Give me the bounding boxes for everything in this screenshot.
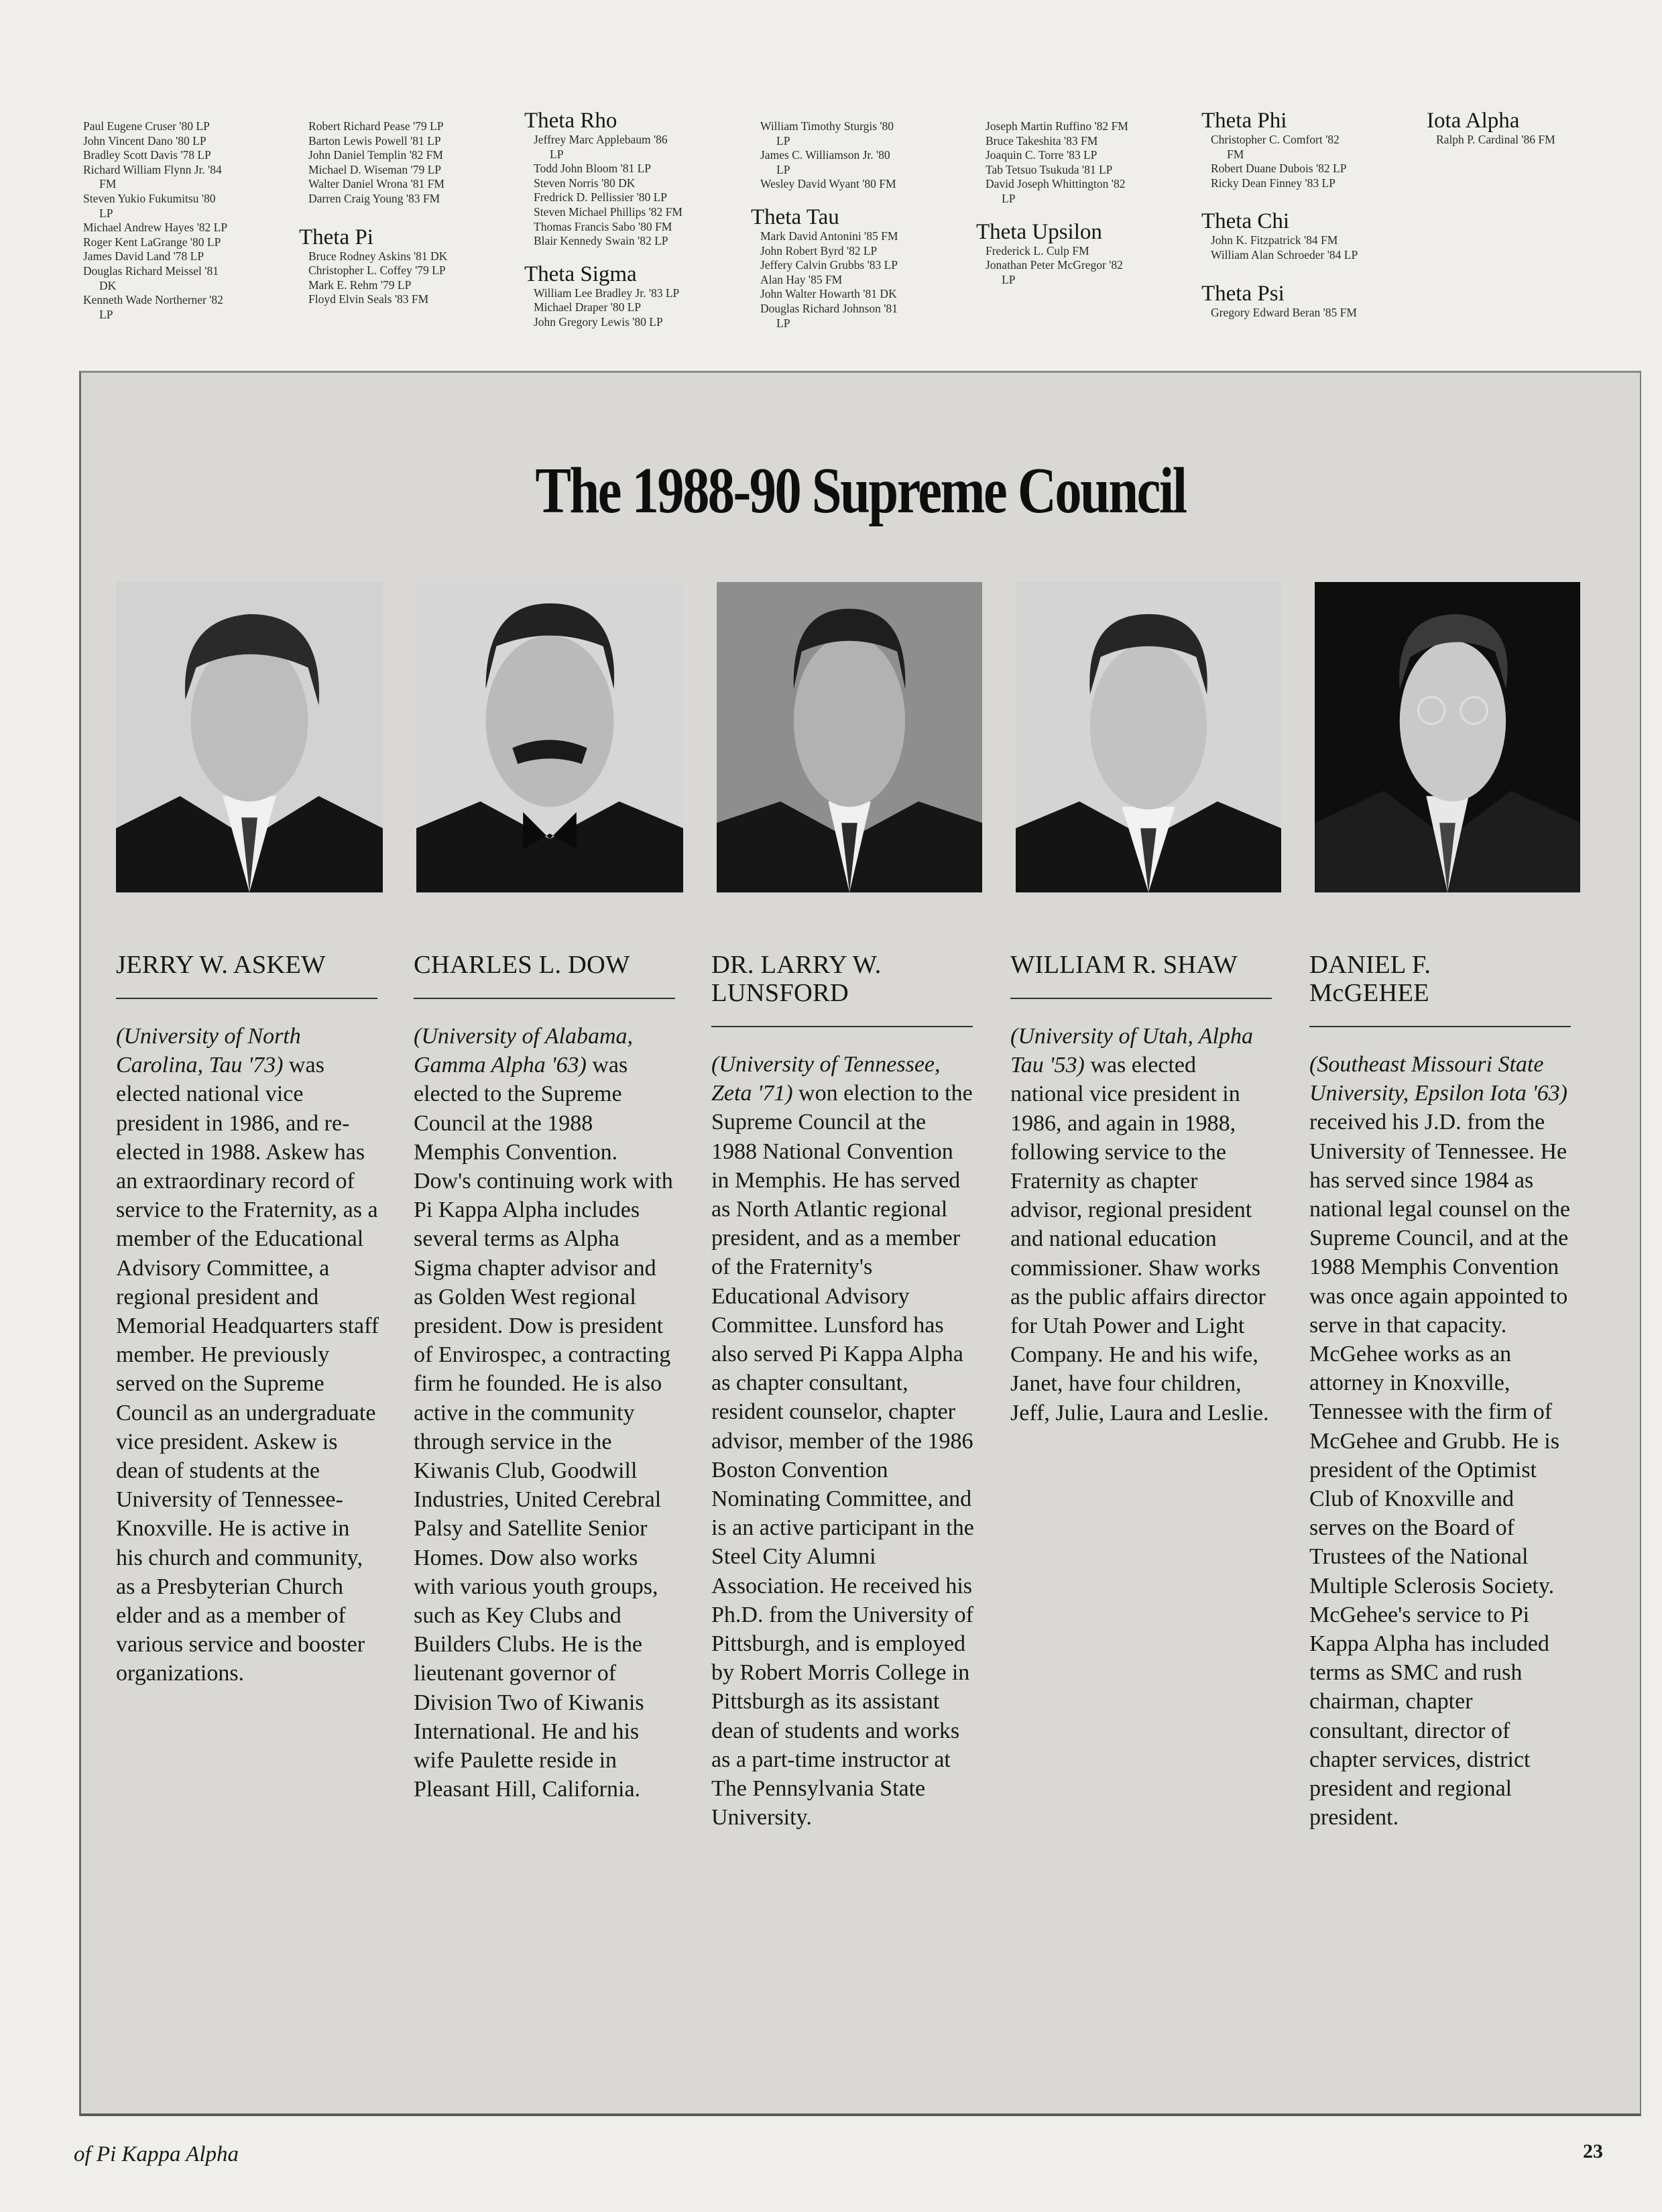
roster-entry bbox=[308, 177, 447, 192]
roster-entry bbox=[534, 205, 682, 220]
page-number: 23 bbox=[1583, 2140, 1603, 2162]
roster-entry-designation: LP bbox=[1002, 191, 1016, 205]
roster-entry bbox=[83, 235, 227, 250]
divider bbox=[711, 1026, 973, 1027]
roster-entry-designation: FM bbox=[1227, 147, 1244, 161]
roster-entry-name: James David Land '78 LP bbox=[83, 249, 204, 264]
roster-entry bbox=[83, 264, 227, 293]
roster-entry bbox=[1436, 133, 1555, 148]
roster-entry-name: David Joseph Whittington '82 bbox=[986, 177, 1126, 191]
roster-entry-name: Steven Yukio Fukumitsu '80 bbox=[83, 191, 216, 205]
roster-entry bbox=[986, 119, 1128, 134]
member-name: WILLIAM R. SHAW bbox=[1010, 951, 1238, 979]
roster-entry-name: Frederick L. Culp FM bbox=[986, 243, 1089, 257]
roster-column-3 bbox=[524, 109, 682, 330]
roster-entry-name: Thomas Francis Sabo '80 FM bbox=[534, 219, 672, 233]
roster-entry-name: William Timothy Sturgis '80 bbox=[760, 119, 894, 133]
member-bio bbox=[116, 1022, 381, 1688]
spacer bbox=[1211, 190, 1358, 208]
roster-entry bbox=[534, 162, 682, 176]
member-name: DANIEL F. McGEHEE bbox=[1309, 951, 1431, 1007]
roster-entry-name: Gregory Edward Beran '85 FM bbox=[1211, 305, 1357, 319]
chapter-heading: Iota Alpha bbox=[1427, 109, 1520, 133]
roster-entry bbox=[1211, 248, 1358, 263]
roster-entry-name: Ralph P. Cardinal '86 FM bbox=[1436, 133, 1555, 146]
roster-entry-name: Wesley David Wyant '80 FM bbox=[760, 177, 896, 191]
roster-entry bbox=[534, 315, 682, 330]
spacer bbox=[760, 192, 898, 204]
roster-entry-name: Todd John Bloom '81 LP bbox=[534, 162, 651, 176]
roster-entry bbox=[308, 264, 447, 278]
roster-entry-name: Jonathan Peter McGregor '82 bbox=[986, 258, 1123, 272]
roster-entry bbox=[534, 234, 682, 249]
divider bbox=[116, 998, 377, 999]
roster-entry bbox=[986, 148, 1128, 163]
portrait-larry-lunsford bbox=[717, 582, 982, 892]
roster-entry bbox=[83, 163, 227, 192]
roster-entry-name: Barton Lewis Powell '81 LP bbox=[308, 133, 441, 148]
roster-entry bbox=[308, 192, 447, 207]
member-affiliation: (University of Utah, Alpha Tau '53) bbox=[1010, 1024, 1253, 1078]
roster-entry bbox=[308, 134, 447, 149]
roster-entry-name: William Alan Schroeder '84 LP bbox=[1211, 247, 1358, 261]
roster-column-5 bbox=[976, 119, 1128, 287]
roster-entry-name: John Gregory Lewis '80 LP bbox=[534, 314, 663, 329]
roster-entry-designation: DK bbox=[99, 278, 117, 292]
spacer bbox=[1211, 263, 1358, 280]
roster-entry bbox=[760, 177, 898, 192]
portrait-william-shaw bbox=[1016, 582, 1281, 892]
member-affiliation: (Southeast Missouri State University, Epsilon Iota '63) bbox=[1309, 1052, 1568, 1106]
roster-entry bbox=[308, 249, 447, 264]
roster-entry bbox=[308, 119, 447, 134]
roster-entry-name: Bruce Rodney Askins '81 DK bbox=[308, 249, 448, 263]
roster-column-6 bbox=[1201, 109, 1358, 320]
roster-entry bbox=[83, 221, 227, 235]
chapter-roster bbox=[0, 0, 1662, 362]
roster-entry-name: Robert Richard Pease '79 LP bbox=[308, 119, 444, 133]
member-affiliation: (University of North Carolina, Tau '73) bbox=[116, 1024, 301, 1078]
roster-entry-name: John Vincent Dano '80 LP bbox=[83, 133, 206, 148]
roster-column-4 bbox=[751, 119, 898, 331]
roster-entry-name: Christopher C. Comfort '82 bbox=[1211, 133, 1340, 146]
roster-entry-name: Bradley Scott Davis '78 LP bbox=[83, 148, 211, 162]
roster-entry-name: Richard William Flynn Jr. '84 bbox=[83, 162, 222, 176]
roster-entry-designation: LP bbox=[776, 316, 790, 330]
roster-entry-name: Jeffrey Marc Applebaum '86 bbox=[534, 133, 668, 146]
roster-entry bbox=[1211, 162, 1358, 176]
member-bio bbox=[414, 1022, 678, 1804]
roster-entry-name: Mark David Antonini '85 FM bbox=[760, 229, 898, 243]
roster-entry bbox=[83, 148, 227, 163]
member-william-shaw bbox=[1010, 951, 1275, 1428]
member-bio-text: was elected to the Supreme Council at the 1988 Memphis Convention. Dow's continuing work with Pi Kappa Alpha includes several terms as Alpha Sigma chapter advisor and as Golden West regional president. Dow is president of Envirospec, a contracting firm he founded. He is also active in the community through service in the Kiwanis Club, Goodwill Industries, United Cerebral Palsy and Satellite Senior Homes. Dow also works with various youth groups, such as Key Clubs and Builders Clubs. He is the lieutenant governor of Division Two of Kiwanis International. He and his wife Paulette reside in Pleasant Hill, California. bbox=[414, 1053, 673, 1802]
roster-entry-name: Joaquin C. Torre '83 LP bbox=[986, 148, 1097, 162]
divider bbox=[1010, 998, 1272, 999]
roster-column-7 bbox=[1427, 109, 1555, 148]
member-name: CHARLES L. DOW bbox=[414, 951, 630, 979]
roster-entry-name: Blair Kennedy Swain '82 LP bbox=[534, 234, 668, 248]
roster-entry bbox=[534, 300, 682, 315]
roster-column-2 bbox=[299, 119, 448, 307]
member-bio-text: received his J.D. from the University of Tennessee. He has served since 1984 as national legal counsel on the Supreme Council, and at the 1988 Memphis Convention was once again appointed to serve in that capacity. McGehee works as an attorney in Knoxville, Tennessee with the firm of McGehee and Grubb. He is president of the Optimist Club of Knoxville and serves on the Board of Trustees of the National Multiple Sclerosis Society. McGehee's service to Pi Kappa Alpha has included terms as SMC and rush chairman, chapter consultant, director of chapter services, district president and regional president. bbox=[1309, 1110, 1570, 1830]
roster-entry-name: Douglas Richard Meissel '81 bbox=[83, 264, 219, 278]
roster-entry-name: Steven Michael Phillips '82 FM bbox=[534, 205, 682, 219]
roster-entry-name: John Daniel Templin '82 FM bbox=[308, 148, 443, 162]
member-bio-text: was elected national vice president in 1986, and re-elected in 1988. Askew has an extraordinary record of service to the Fraternity, as a member of the Educational Advisory Committee, a regional president and Memorial Headquarters staff member. He previously served on the Supreme Council as an undergraduate vice president. Askew is dean of students at the University of Tennessee-Knoxville. He is active in his church and community, as a Presbyterian Church elder and as a member of various service and booster organizations. bbox=[116, 1053, 379, 1686]
roster-entry bbox=[986, 163, 1128, 178]
chapter-heading: Theta Psi bbox=[1201, 281, 1285, 306]
roster-entry-name: Michael D. Wiseman '79 LP bbox=[308, 162, 441, 176]
roster-entry bbox=[760, 244, 898, 259]
member-daniel-mcgehee bbox=[1309, 951, 1574, 1832]
roster-entry-designation: LP bbox=[550, 147, 564, 161]
roster-entry bbox=[534, 286, 682, 301]
roster-column-1 bbox=[83, 119, 227, 322]
member-bio-text: was elected national vice president in 1986, and again in 1988, following service to the Fraternity as chapter advisor, regional president and national education commissioner. Shaw works as the public affairs director for Utah Power and Light Company. He and his wife, Janet, have four children, Jeff, Julie, Laura and Leslie. bbox=[1010, 1053, 1269, 1425]
roster-entry bbox=[308, 278, 447, 293]
portrait-daniel-mcgehee bbox=[1315, 582, 1580, 892]
supreme-council-panel bbox=[79, 371, 1641, 2116]
divider bbox=[1309, 1026, 1571, 1027]
member-larry-lunsford bbox=[711, 951, 976, 1832]
roster-entry bbox=[760, 229, 898, 244]
roster-entry-name: William Lee Bradley Jr. '83 LP bbox=[534, 286, 680, 300]
roster-entry-name: John K. Fitzpatrick '84 FM bbox=[1211, 233, 1338, 247]
roster-entry bbox=[760, 302, 898, 331]
roster-entry-name: Paul Eugene Cruser '80 LP bbox=[83, 119, 210, 133]
roster-entry bbox=[760, 119, 898, 148]
spacer bbox=[534, 249, 682, 261]
roster-entry-name: Kenneth Wade Northerner '82 bbox=[83, 293, 223, 307]
roster-entry bbox=[986, 134, 1128, 149]
member-jerry-askew bbox=[116, 951, 381, 1688]
roster-entry bbox=[1211, 176, 1358, 191]
member-name: DR. LARRY W. LUNSFORD bbox=[711, 951, 882, 1007]
spacer bbox=[308, 207, 447, 224]
roster-entry bbox=[760, 287, 898, 302]
roster-entry bbox=[986, 258, 1128, 287]
chapter-heading: Theta Upsilon bbox=[976, 219, 1102, 244]
portrait-jerry-askew bbox=[116, 582, 383, 892]
publication-footer: of Pi Kappa Alpha bbox=[74, 2142, 239, 2166]
portrait-icon bbox=[1315, 582, 1580, 892]
member-bio-text: won election to the Supreme Council at the 1988 National Convention in Memphis. He has served as North Atlantic regional president, and as a member of the Fraternity's Educational Advisory Committee. Lunsford has also served Pi Kappa Alpha as chapter consultant, resident counselor, chapter advisor, member of the 1986 Boston Convention Nominating Committee, and is an active participant in the Steel City Alumni Association. He received his Ph.D. from the University of Pittsburgh, and is employed by Robert Morris College in Pittsburgh as its assistant dean of students and works as a part-time instructor at The Pennsylvania State University. bbox=[711, 1081, 974, 1830]
chapter-heading: Theta Sigma bbox=[524, 261, 637, 286]
chapter-heading: Theta Pi bbox=[299, 225, 373, 249]
member-bio bbox=[711, 1050, 976, 1832]
member-name: JERRY W. ASKEW bbox=[116, 951, 326, 979]
member-bio bbox=[1309, 1050, 1574, 1832]
roster-entry bbox=[1211, 133, 1358, 162]
roster-entry bbox=[760, 148, 898, 177]
chapter-heading: Theta Rho bbox=[524, 109, 617, 133]
roster-entry-name: John Robert Byrd '82 LP bbox=[760, 243, 878, 257]
portrait-icon bbox=[116, 582, 383, 892]
roster-entry-name: Roger Kent LaGrange '80 LP bbox=[83, 235, 221, 249]
page-title: The 1988-90 Supreme Council bbox=[535, 455, 1186, 527]
roster-entry bbox=[986, 177, 1128, 206]
roster-entry-name: Michael Andrew Hayes '82 LP bbox=[83, 221, 228, 235]
roster-entry-name: John Walter Howarth '81 DK bbox=[760, 287, 897, 301]
divider bbox=[414, 998, 675, 999]
roster-entry-designation: LP bbox=[776, 162, 790, 176]
roster-entry-designation: LP bbox=[776, 133, 790, 148]
roster-entry bbox=[83, 134, 227, 149]
roster-entry-name: Floyd Elvin Seals '83 FM bbox=[308, 292, 429, 306]
chapter-heading: Theta Phi bbox=[1201, 109, 1287, 133]
portrait-icon bbox=[416, 582, 683, 892]
roster-entry bbox=[1211, 306, 1358, 321]
roster-entry-name: Darren Craig Young '83 FM bbox=[308, 191, 440, 205]
roster-entry bbox=[534, 190, 682, 205]
roster-entry bbox=[308, 148, 447, 163]
roster-entry-name: Christopher L. Coffey '79 LP bbox=[308, 264, 446, 278]
roster-entry bbox=[760, 258, 898, 273]
roster-entry-name: Michael Draper '80 LP bbox=[534, 300, 642, 314]
member-bio bbox=[1010, 1022, 1275, 1428]
roster-entry-name: Robert Duane Dubois '82 LP bbox=[1211, 162, 1347, 176]
roster-entry-designation: LP bbox=[99, 206, 113, 220]
chapter-heading: Theta Chi bbox=[1201, 209, 1290, 234]
roster-entry-name: Fredrick D. Pellissier '80 LP bbox=[534, 190, 668, 205]
member-affiliation: (University of Alabama, Gamma Alpha '63) bbox=[414, 1024, 634, 1078]
roster-entry-name: Steven Norris '80 DK bbox=[534, 176, 636, 190]
roster-entry bbox=[760, 273, 898, 288]
roster-entry bbox=[534, 220, 682, 235]
roster-entry-name: Bruce Takeshita '83 FM bbox=[986, 133, 1098, 148]
roster-entry bbox=[83, 192, 227, 221]
chapter-heading: Theta Tau bbox=[751, 205, 839, 229]
roster-entry-name: Walter Daniel Wrona '81 FM bbox=[308, 177, 444, 191]
roster-entry-name: Jeffery Calvin Grubbs '83 LP bbox=[760, 258, 898, 272]
roster-entry bbox=[308, 163, 447, 178]
roster-entry-name: Tab Tetsuo Tsukuda '81 LP bbox=[986, 162, 1113, 176]
spacer bbox=[986, 207, 1128, 219]
roster-entry-designation: FM bbox=[99, 177, 117, 191]
roster-entry-name: Alan Hay '85 FM bbox=[760, 272, 843, 286]
roster-entry bbox=[83, 119, 227, 134]
roster-entry bbox=[83, 293, 227, 322]
roster-entry-designation: LP bbox=[99, 307, 113, 321]
portrait-icon bbox=[717, 582, 982, 892]
roster-entry bbox=[986, 244, 1128, 259]
roster-entry bbox=[308, 292, 447, 307]
member-affiliation: (University of Tennessee, Zeta '71) bbox=[711, 1052, 941, 1106]
roster-entry-name: Joseph Martin Ruffino '82 FM bbox=[986, 119, 1128, 133]
roster-entry-name: Douglas Richard Johnson '81 bbox=[760, 301, 898, 315]
roster-entry bbox=[534, 176, 682, 191]
roster-entry bbox=[534, 133, 682, 162]
portrait-icon bbox=[1016, 582, 1281, 892]
roster-entry-name: James C. Williamson Jr. '80 bbox=[760, 148, 890, 162]
roster-entry-name: Mark E. Rehm '79 LP bbox=[308, 278, 412, 292]
roster-entry-name: Ricky Dean Finney '83 LP bbox=[1211, 176, 1335, 190]
roster-entry bbox=[1211, 233, 1358, 248]
roster-entry bbox=[83, 249, 227, 264]
portrait-charles-dow bbox=[416, 582, 683, 892]
member-charles-dow bbox=[414, 951, 678, 1804]
roster-entry-designation: LP bbox=[1002, 272, 1016, 286]
